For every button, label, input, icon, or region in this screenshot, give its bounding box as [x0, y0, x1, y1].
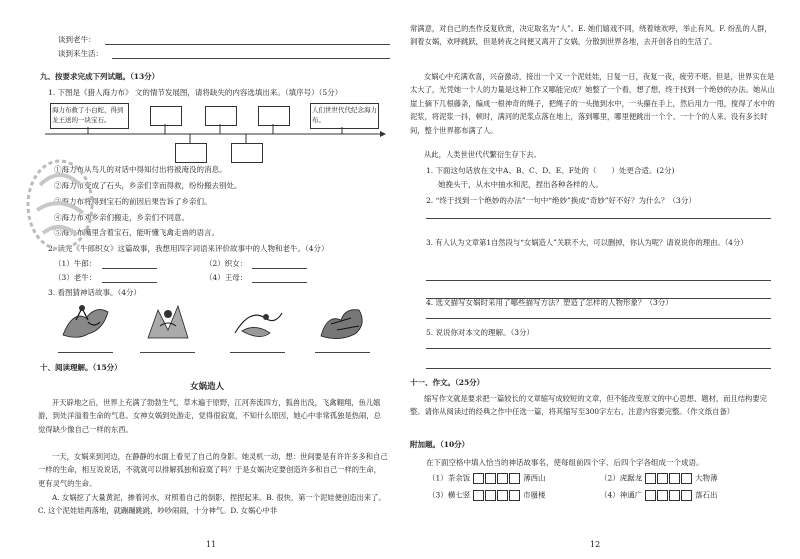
- grid-cell[interactable]: [497, 473, 508, 484]
- answer-line[interactable]: [252, 268, 307, 269]
- bonus-row-2: [600, 473, 718, 484]
- story-paragraph-4: 常满意，对自己的杰作反复欣赏，决定取名为“人”。E. 她们嬉戏不同，绕着她欢呼，举止有风。F. 纷乱的人群，洞着女娲，欢呼跳跃，但是转夜之间便又离开了女娲，分散到世界各地，去开创各自的生活了。: [410, 24, 772, 47]
- bonus-row-4: [600, 490, 718, 501]
- section-9-title: 九、按要求完成下列试题。（13分）: [40, 72, 160, 81]
- myth-picture-2: [140, 300, 195, 342]
- option-5: ⑤海力布嘴里含着宝石，能听懂飞禽走兽的语言。: [54, 228, 219, 237]
- reading-question-1-sentence: 她挽头干，从水中抽水和泥，捏出各种各样的人。: [438, 180, 603, 189]
- answer-line[interactable]: [426, 318, 771, 319]
- grid-cell[interactable]: [645, 490, 656, 501]
- story-paragraph-2: 一天，女娲来到河边，在静静的水面上看见了自己的身影。她灵机一动，想：世间要是有许许多多和自己一样的生命，相互说说话，不就就可以排解孤独和寂寞了吗？于是女娲决定要创造许多和自己一样的生命，更有灵气的生命。: [38, 452, 388, 488]
- grid-cell[interactable]: [485, 473, 496, 484]
- q2-laoniu-label: （3）老牛：: [54, 273, 97, 282]
- page-number-left: 11: [206, 540, 217, 549]
- essay-instructions: 缩写作文就是要求把一篇较长的文章缩写成较短的文章，但不能改变原文的中心思想、题材，而且结构要完整。请你从阅读过的经典之作中任选一篇，将其缩写至300字左右，注意内容要完整。（作文纸自备）: [410, 394, 767, 417]
- answer-line[interactable]: [252, 282, 307, 283]
- plot-box-start: 海力布救了小白蛇，得到龙王送的一块宝石。: [50, 103, 129, 129]
- grid-cell[interactable]: [509, 490, 520, 501]
- myth-picture-4: [315, 300, 370, 342]
- plot-blank-2[interactable]: [175, 143, 207, 163]
- bonus-4-suffix: 落石出: [695, 490, 718, 500]
- question-1: 1. 下图是《猎人海力布》 文的情节发展图，请将缺失的内容选填出来。（填序号）（5分）: [48, 88, 343, 97]
- option-3: ③海力布将得到宝石的前因后果告诉了乡亲们。: [54, 197, 212, 206]
- bonus-2-suffix: 大物薄: [695, 473, 718, 483]
- left-page: [30, 0, 390, 559]
- question-2: 2. 读完《牛郎织女》这篇故事，我想用四字词语来评价故事中的人物和老牛。（4分）: [48, 244, 329, 253]
- myth-picture-1: [58, 300, 113, 342]
- plot-box-end: 人们世世代代纪念海力布。: [310, 103, 379, 129]
- page-number-right: 12: [590, 540, 601, 549]
- plot-blank-4[interactable]: [231, 143, 263, 163]
- grid-cell[interactable]: [681, 490, 692, 501]
- section-10-title: 十、阅读理解。（15分）: [40, 363, 122, 372]
- answer-line[interactable]: [426, 348, 771, 349]
- option-2: ②海力布变成了石头，乡亲们幸而得救，纷纷搬去别处。: [54, 181, 242, 190]
- reading-question-2: 2. “终于找到一个绝妙的办法”一句中“绝妙”换成“奇妙”好不好？为什么？（3分）: [426, 196, 696, 205]
- right-page: [410, 0, 780, 559]
- grid-cell[interactable]: [509, 473, 520, 484]
- bonus-title: 附加题。（10分）: [410, 440, 470, 449]
- answer-line[interactable]: [102, 268, 157, 269]
- answer-line[interactable]: [426, 280, 771, 281]
- bonus-3-prefix: （3）横七竖: [428, 490, 471, 500]
- bonus-2-prefix: （2）虎踞龙: [600, 473, 643, 483]
- q2-niulang-label: （1）牛郎：: [54, 259, 97, 268]
- story-paragraph-3: A. 女娲挖了大量黄泥，掺着河水，对照着自己的倒影，捏捏起来。B. 很快，第一个泥娃便创造出来了。C. 这个泥娃娃两落地，就蹦蹦跳跳，吵吵闹闹，十分神气。D. 女娲心中非: [38, 493, 386, 516]
- bonus-row-1: [428, 473, 546, 484]
- myth-picture-3: [230, 303, 285, 343]
- bonus-row-3: [428, 490, 546, 501]
- reading-question-4: 4. 选文描写女娲时采用了哪些描写方法？塑造了怎样的人物形象？（3分）: [426, 298, 673, 307]
- grid-cell[interactable]: [669, 473, 680, 484]
- bonus-4-prefix: （4）神通广: [600, 490, 643, 500]
- question-3: 3. 看图猜神话故事。（4分）: [48, 288, 142, 297]
- grid-cell[interactable]: [485, 490, 496, 501]
- reading-question-1: 1. 下面这句话放在文中A、B、C、D、E、F处的（ ）处更合适。(2分): [426, 166, 675, 175]
- bonus-1-suffix: 薄西山: [523, 473, 546, 483]
- grid-cell[interactable]: [669, 490, 680, 501]
- reading-question-5: 5. 说说你对本文的理解。（3分）: [426, 328, 535, 337]
- answer-line[interactable]: [426, 368, 771, 369]
- grid-cell[interactable]: [497, 490, 508, 501]
- option-1: ①海力布从鸟儿的对话中得知付出将被淹没的消息。: [54, 165, 227, 174]
- story-paragraph-5: 女娲心中充满欢喜，兴奋激动，接出一个又一个泥娃娃，日复一日，夜复一夜，疲劳不堪。但是，世界实在是太大了，光凭她一个人的力量是这种工作又哪能完成？她整了一个看，想了想，终于找到一个绝妙的办法。她从山崖上摘下几根藤条，编成一根神奇的绳子，把绳子的一头抛到水中，一头攥在手上，然后用力一甩，搅得了水中的泥浆，将泥浆一抖，顿时，满河的泥浆点落在地上，落到哪里，哪里便跳出一个个、一十个的人来。没有多长时间，整个世界都布满了人。: [410, 72, 775, 135]
- grid-cell[interactable]: [657, 490, 668, 501]
- grid-cell[interactable]: [681, 473, 692, 484]
- bonus-1-prefix: （1）茶余饭: [428, 473, 471, 483]
- answer-line[interactable]: [230, 352, 285, 353]
- plot-timeline: [30, 0, 390, 180]
- faded-stamp-watermark: [25, 155, 100, 255]
- q2-zhinv-label: （2）织女：: [205, 259, 248, 268]
- section-11-title: 十一、作文。（25分）: [410, 378, 485, 387]
- talk-self-label: 谈到来生活：: [58, 49, 103, 58]
- option-4: ④海力布劝乡亲们搬走，乡亲们不同意。: [54, 213, 189, 222]
- talk-niu-label: 谈到老牛：: [58, 35, 96, 44]
- answer-line[interactable]: [426, 218, 771, 219]
- story-title: 女娲造人: [190, 382, 225, 392]
- bonus-3-suffix: 市蜃楼: [523, 490, 546, 500]
- story-paragraph-6: 从此，人类世世代代繁衍生存下去。: [424, 150, 541, 159]
- q2-wangmu-label: （4）王母：: [205, 273, 248, 282]
- story-paragraph-1: 开天辟地之后，世界上充满了勃勃生气，草木遍于原野，江河奔流四方，狐兽出没，飞禽翱翔，鱼儿嬉游，到处洋溢着生命的气息。女神女娲到处游走，觉得很寂寞，不知什么原因，她心中非常孤独是热闹，总觉得缺少像自己一样的东西。: [38, 398, 381, 434]
- answer-line[interactable]: [58, 352, 113, 353]
- grid-cell[interactable]: [645, 473, 656, 484]
- grid-cell[interactable]: [657, 473, 668, 484]
- grid-cell[interactable]: [473, 490, 484, 501]
- grid-cell[interactable]: [473, 473, 484, 484]
- bonus-question: 在下面空格中填入恰当的神话故事名，使每组前四个字、后四个字各组成一个成语。: [426, 458, 704, 467]
- reading-question-3: 3. 有人认为文章第1自然段与“女娲造人”关联不大，可以删掉，你认为呢？请说说你的理由。（4分）: [426, 238, 748, 247]
- answer-line[interactable]: [140, 352, 195, 353]
- answer-line[interactable]: [315, 352, 370, 353]
- answer-line[interactable]: [102, 282, 157, 283]
